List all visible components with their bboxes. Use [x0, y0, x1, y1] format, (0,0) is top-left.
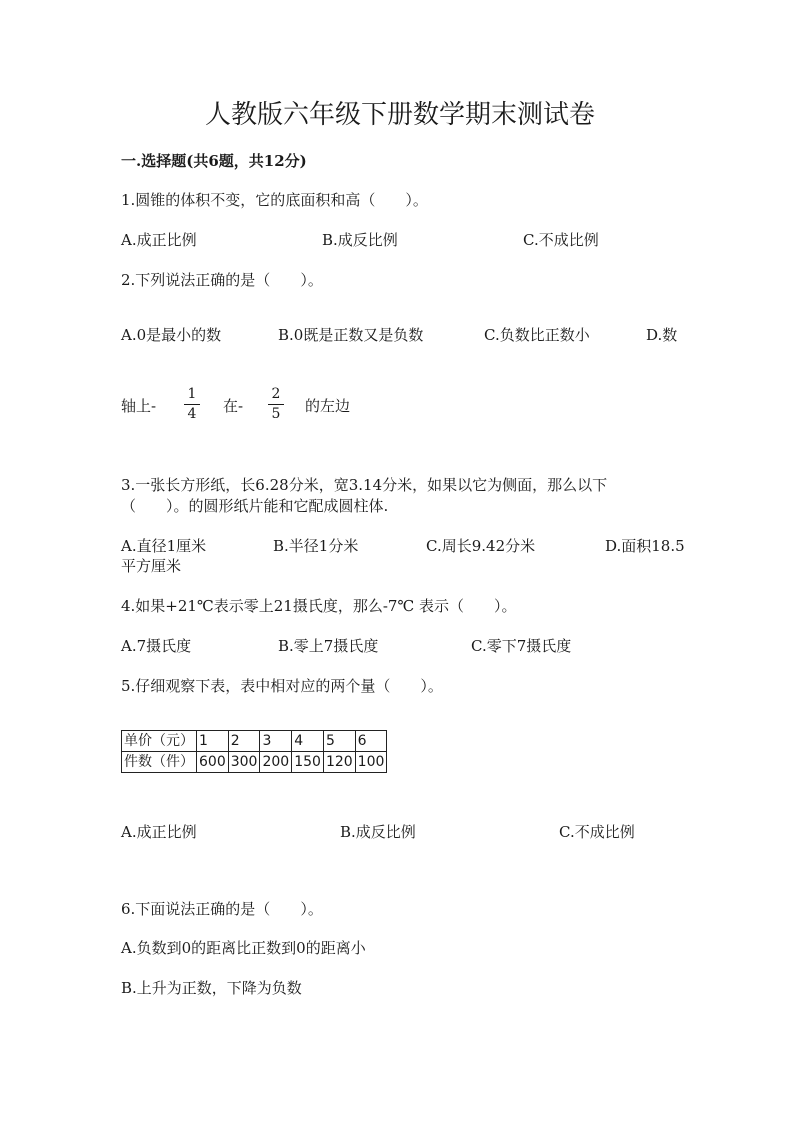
- fraction-two-fifths: [268, 386, 284, 422]
- question-4-option-a: A.7摄氏度: [121, 637, 192, 655]
- question-3-option-b: B.半径1分米: [273, 537, 359, 555]
- question-6-option-b: B.上升为正数，下降为负数: [121, 979, 302, 997]
- question-2-option-d: D.数: [646, 326, 678, 344]
- question-2-suffix-text: 的左边: [305, 397, 351, 415]
- table-cell: 6: [355, 731, 387, 752]
- fraction-bar: [184, 404, 200, 405]
- fraction-denominator: 5: [271, 406, 281, 422]
- question-3-option-d: D.面积18.5: [605, 537, 685, 555]
- question-5-option-c: C.不成比例: [559, 823, 635, 841]
- question-2-middle-text: 在-: [223, 397, 244, 415]
- table-cell: 150: [292, 752, 324, 773]
- question-2-option-c: C.负数比正数小: [484, 326, 590, 344]
- question-3-option-a: A.直径1厘米: [121, 537, 207, 555]
- question-5-option-b: B.成反比例: [340, 823, 416, 841]
- question-1-stem: 1.圆锥的体积不变，它的底面积和高（ ）。: [121, 191, 428, 209]
- table-cell: 单价（元）: [122, 731, 197, 752]
- table-cell: 4: [292, 731, 324, 752]
- question-5-stem: 5.仔细观察下表，表中相对应的两个量（ ）。: [121, 677, 443, 695]
- question-2-option-a: A.0是最小的数: [121, 326, 222, 344]
- question-2-stem: 2.下列说法正确的是（ ）。: [121, 271, 323, 289]
- question-2-option-d-continued: 轴上-: [121, 397, 157, 415]
- question-6-stem: 6.下面说法正确的是（ ）。: [121, 900, 323, 918]
- table-row: [122, 752, 387, 773]
- question-4-stem: 4.如果+21℃表示零上21摄氏度，那么-7℃ 表示（ ）。: [121, 597, 517, 615]
- question-1-option-a: A.成正比例: [121, 231, 197, 249]
- fraction-one-quarter: [184, 386, 200, 422]
- fraction-numerator: 1: [187, 386, 197, 402]
- fraction-numerator: 2: [271, 386, 281, 402]
- question-6-option-a: A.负数到0的距离比正数到0的距离小: [121, 939, 366, 957]
- question-4-option-c: C.零下7摄氏度: [471, 637, 572, 655]
- question-1-option-b: B.成反比例: [322, 231, 398, 249]
- section-header: 一.选择题(共6题，共12分): [121, 152, 307, 170]
- table-cell: 2: [228, 731, 260, 752]
- table-cell: 200: [260, 752, 292, 773]
- fraction-bar: [268, 404, 284, 405]
- table-cell: 100: [355, 752, 387, 773]
- question-3-stem-line-2: （ ）。的圆形纸片能和它配成圆柱体.: [121, 497, 389, 515]
- question-1-option-c: C.不成比例: [523, 231, 599, 249]
- question-2-option-b: B.0既是正数又是负数: [278, 326, 424, 344]
- table-cell: 3: [260, 731, 292, 752]
- table-cell: 件数（件）: [122, 752, 197, 773]
- table-cell: 5: [323, 731, 355, 752]
- table-cell: 600: [197, 752, 229, 773]
- question-5-option-a: A.成正比例: [121, 823, 197, 841]
- price-quantity-table: [121, 730, 387, 773]
- fraction-denominator: 4: [187, 406, 197, 422]
- table-cell: 1: [197, 731, 229, 752]
- question-4-option-b: B.零上7摄氏度: [278, 637, 379, 655]
- question-3-option-d-continued: 平方厘米: [121, 557, 182, 575]
- question-3-stem-line-1: 3.一张长方形纸，长6.28分米，宽3.14分米，如果以它为侧面，那么以下: [121, 476, 608, 494]
- table-cell: 120: [323, 752, 355, 773]
- question-3-option-c: C.周长9.42分米: [426, 537, 536, 555]
- page-title: 人教版六年级下册数学期末测试卷: [204, 100, 595, 130]
- table-cell: 300: [228, 752, 260, 773]
- table-row: [122, 731, 387, 752]
